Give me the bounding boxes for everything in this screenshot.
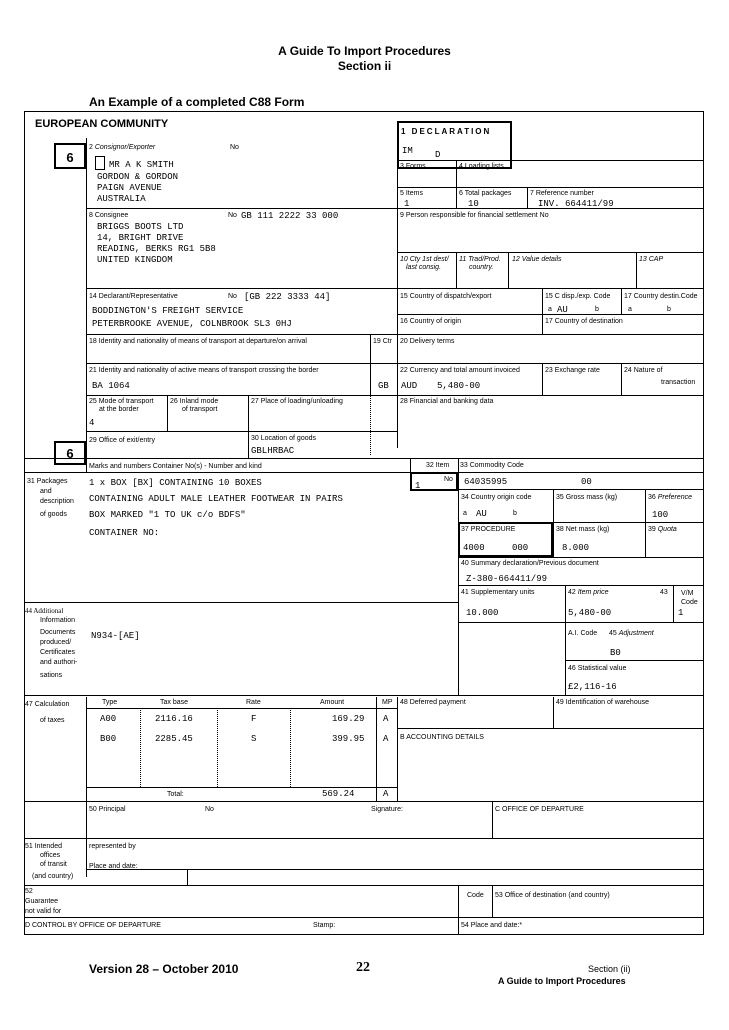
c-dest-b: b	[667, 306, 671, 313]
box26-label: 26 Inland mode of transport	[170, 398, 219, 413]
box25-value: 4	[89, 418, 95, 428]
box23-label: 23 Exchange rate	[545, 367, 600, 374]
adjustment-label: 45 Adjustment	[609, 630, 654, 637]
goods-line-1: 1 x BOX [BX] CONTAINING 10 BOXES	[89, 478, 262, 488]
box38-label: 38 Net mass (kg)	[556, 526, 610, 533]
goods-line-4: CONTAINER NO:	[89, 528, 160, 538]
tax-total-label: Total:	[167, 791, 184, 798]
box52-label: 52 Guarantee not valid for	[25, 888, 62, 915]
box43-value: 1	[678, 608, 684, 618]
footer-version: Version 28 – October 2010	[89, 962, 239, 976]
tax-row-2-rate: S	[251, 734, 257, 744]
tax-header-type: Type	[102, 699, 118, 706]
box53-label: 53 Office of destination (and country)	[495, 892, 610, 899]
box10-label: 10 Cty 1st dest/ last consig.	[400, 256, 449, 271]
consignor-checkbox[interactable]	[95, 156, 105, 170]
declaration-d: D	[435, 150, 441, 160]
tax-row-2-amount: 399.95	[332, 734, 365, 744]
box34-b: b	[513, 510, 517, 517]
represented-label: represented by	[89, 843, 136, 850]
consignor-line-3: PAIGN AVENUE	[97, 183, 162, 193]
box29-label: 29 Office of exit/entry	[89, 437, 156, 444]
box42-value: 5,480-00	[568, 608, 612, 618]
box50-label: 50 Principal	[89, 806, 126, 813]
tax-row-1-type: A00	[100, 714, 117, 724]
tax-header-mp: MP	[382, 699, 393, 706]
box34-a: a	[463, 510, 467, 517]
box25-label: 25 Mode of transport at the border	[89, 398, 154, 413]
tax-header-amount: Amount	[320, 699, 345, 706]
header-section: Section ii	[337, 59, 392, 73]
box18-label: 18 Identity and nationality of means of transport at departure/on arrival	[89, 338, 307, 345]
box43-label1: 43	[660, 589, 668, 596]
consignee-line-3: READING, BERKS RG1 5B8	[97, 244, 216, 254]
tax-header-rate: Rate	[246, 699, 261, 706]
box37-value2: 000	[512, 543, 529, 553]
box32-value: 1	[415, 481, 421, 491]
box34-value: AU	[476, 509, 487, 519]
person-responsible-label: 9 Person responsible for financial settlement No	[400, 212, 549, 219]
box30-value: GBLHRBAC	[251, 446, 295, 456]
footer-guide: A Guide to Import Procedures	[498, 976, 626, 986]
place-date-label: Place and date:	[89, 863, 138, 870]
destination-country-label: 17 Country of destination	[545, 318, 623, 325]
box37-value1: 4000	[463, 543, 485, 553]
marks-label: Marks and numbers Container No(s) - Number and kind	[89, 463, 262, 470]
box27-label: 27 Place of loading/unloading	[251, 398, 343, 405]
items-label: 5 Items	[400, 190, 423, 197]
box54-label: 54 Place and date:*	[461, 922, 523, 929]
box43-label: V/M Code	[681, 590, 698, 606]
declarant-no-value: [GB 222 3333 44]	[244, 292, 331, 302]
c-disp-b: b	[595, 306, 599, 313]
ai-code-label: A.I. Code	[568, 630, 598, 637]
box24-label1: 24 Nature of	[624, 367, 663, 374]
box46-label: 46 Statistical value	[568, 665, 627, 672]
office-departure-label: C OFFICE OF DEPARTURE	[495, 806, 584, 813]
total-packages-label: 6 Total packages	[459, 190, 512, 197]
tax-row-1-amount: 169.29	[332, 714, 365, 724]
c-disp-a: a	[548, 306, 552, 313]
reference-value: INV. 664411/99	[538, 199, 614, 209]
box22-amount: 5,480-00	[437, 381, 481, 391]
consignor-line-2: GORDON & GORDON	[97, 172, 179, 182]
box34-label: 34 Country origin code	[461, 494, 532, 501]
accounting-label: B ACCOUNTING DETAILS	[400, 734, 484, 741]
box42-label: 42 Item price	[568, 589, 609, 596]
box46-value: £2,116-16	[568, 682, 617, 692]
box13-label: 13 CAP	[639, 256, 664, 263]
signature-label: Signature:	[371, 806, 403, 813]
stamp-label: Stamp:	[313, 922, 336, 929]
box32-label: 32 Item	[426, 462, 450, 469]
box21-label: 21 Identity and nationality of active means of transport crossing the border	[89, 367, 319, 374]
box48-label: 48 Deferred payment	[400, 699, 466, 706]
goods-line-3: BOX MARKED "1 TO UK c/o BDFS"	[89, 510, 246, 520]
box20-label: 20 Delivery terms	[400, 338, 455, 345]
box21-nation: GB	[378, 381, 389, 391]
box12-label: 12 Value details	[512, 256, 562, 263]
consignee-line-1: BRIGGS BOOTS LTD	[97, 222, 184, 232]
box37-label: 37 PROCEDURE	[461, 526, 516, 533]
tax-total-mp: A	[383, 789, 389, 799]
box36-label: 36 Preference	[648, 494, 692, 501]
c-disp-label: 15 C disp./exp. Code	[545, 293, 611, 300]
box19-label: 19 Ctr	[373, 338, 393, 345]
box36-value: 100	[652, 510, 669, 520]
c-disp-value: AU	[557, 305, 568, 315]
consignor-line-4: AUSTRALIA	[97, 194, 146, 204]
box51-label: 51 Intended offices of transit (and country)	[25, 843, 74, 880]
tax-total: 569.24	[322, 789, 355, 799]
box44-value: N934-[AE]	[91, 631, 140, 641]
box32-no: No	[444, 476, 453, 483]
code-label: Code	[467, 892, 484, 899]
tax-row-2-base: 2285.45	[155, 734, 193, 744]
declaration-im: IM	[402, 146, 413, 156]
declaration-label: 1 DECLARATION	[401, 127, 492, 136]
items-value: 1	[404, 199, 410, 209]
forms-label: 3 Forms	[400, 163, 426, 170]
consignee-no-value: GB 111 2222 33 000	[241, 211, 339, 221]
tax-row-2-mp: A	[383, 734, 389, 744]
box49-label: 49 Identification of warehouse	[556, 699, 650, 706]
consignor-label: 2 Consignor/Exporter	[89, 144, 156, 151]
community-title: EUROPEAN COMMUNITY	[35, 118, 169, 130]
page-number: 22	[356, 960, 370, 975]
consignor-line-1: MR A K SMITH	[109, 160, 174, 170]
loading-lists-label: 4 Loading lists	[459, 163, 504, 170]
tax-header-base: Tax base	[160, 699, 189, 706]
total-packages-value: 10	[468, 199, 479, 209]
consignee-line-2: 14, BRIGHT DRIVE	[97, 233, 184, 243]
box41-label: 41 Supplementary units	[461, 589, 535, 596]
box38-value: 8.000	[562, 543, 590, 553]
declarant-line-2: PETERBROOKE AVENUE, COLNBROOK SL3 0HJ	[92, 319, 292, 329]
consignee-line-4: UNITED KINGDOM	[97, 255, 173, 265]
declarant-label: 14 Declarant/Representative	[89, 293, 178, 300]
box47-label: 47 Calculation of taxes	[25, 701, 70, 724]
box31-label: 31 Packages and description of goods	[27, 478, 74, 518]
tax-row-1-base: 2116.16	[155, 714, 193, 724]
box39-label: 39 Quota	[648, 526, 677, 533]
box50-no: No	[205, 806, 214, 813]
consignee-label: 8 Consignee	[89, 212, 129, 219]
tax-row-1-mp: A	[383, 714, 389, 724]
box44-label: 44 Additional Information Documents produced/ Certificates and authori- sations	[25, 607, 78, 679]
control-label: D CONTROL BY OFFICE OF DEPARTURE	[25, 922, 161, 929]
consignor-no-label: No	[230, 144, 239, 151]
box24-label2: transaction	[661, 379, 696, 386]
header-title: A Guide To Import Procedures	[278, 44, 451, 58]
footer-section: Section (ii)	[588, 964, 631, 974]
box33-value: 64035995	[464, 477, 508, 487]
goods-line-2: CONTAINING ADULT MALE LEATHER FOOTWEAR IN PAIRS	[89, 494, 343, 504]
box33-extra: 00	[581, 477, 592, 487]
box28-label: 28 Financial and banking data	[400, 398, 494, 405]
tax-row-1-rate: F	[251, 714, 257, 724]
consignee-no: No	[228, 212, 237, 219]
copy-number-lower: 6	[66, 446, 74, 461]
box41-value: 10.000	[466, 608, 499, 618]
box35-label: 35 Gross mass (kg)	[556, 494, 618, 501]
box21-value: BA 1064	[92, 381, 130, 391]
c-dest-a: a	[628, 306, 632, 313]
declarant-no: No	[228, 293, 237, 300]
box40-label: 40 Summary declaration/Previous document	[461, 560, 599, 567]
tax-row-2-type: B00	[100, 734, 117, 744]
box11-label: 11 Trad/Prod. country.	[459, 256, 501, 271]
copy-number: 6	[66, 150, 74, 165]
origin-country-label: 16 Country of origin	[400, 318, 462, 325]
declarant-line-1: BODDINGTON'S FREIGHT SERVICE	[92, 306, 244, 316]
reference-label: 7 Reference number	[530, 190, 594, 197]
box22-currency: AUD	[401, 381, 418, 391]
dispatch-country-label: 15 Country of dispatch/export	[400, 293, 492, 300]
c-dest-label: 17 Country destin.Code	[624, 293, 698, 300]
box40-value: Z-380-664411/99	[466, 574, 548, 584]
box30-label: 30 Location of goods	[251, 435, 316, 442]
form-subtitle: An Example of a completed C88 Form	[89, 95, 305, 109]
adjustment-value: B0	[610, 648, 621, 658]
box33-label: 33 Commodity Code	[460, 462, 524, 469]
box22-label: 22 Currency and total amount invoiced	[400, 367, 520, 374]
